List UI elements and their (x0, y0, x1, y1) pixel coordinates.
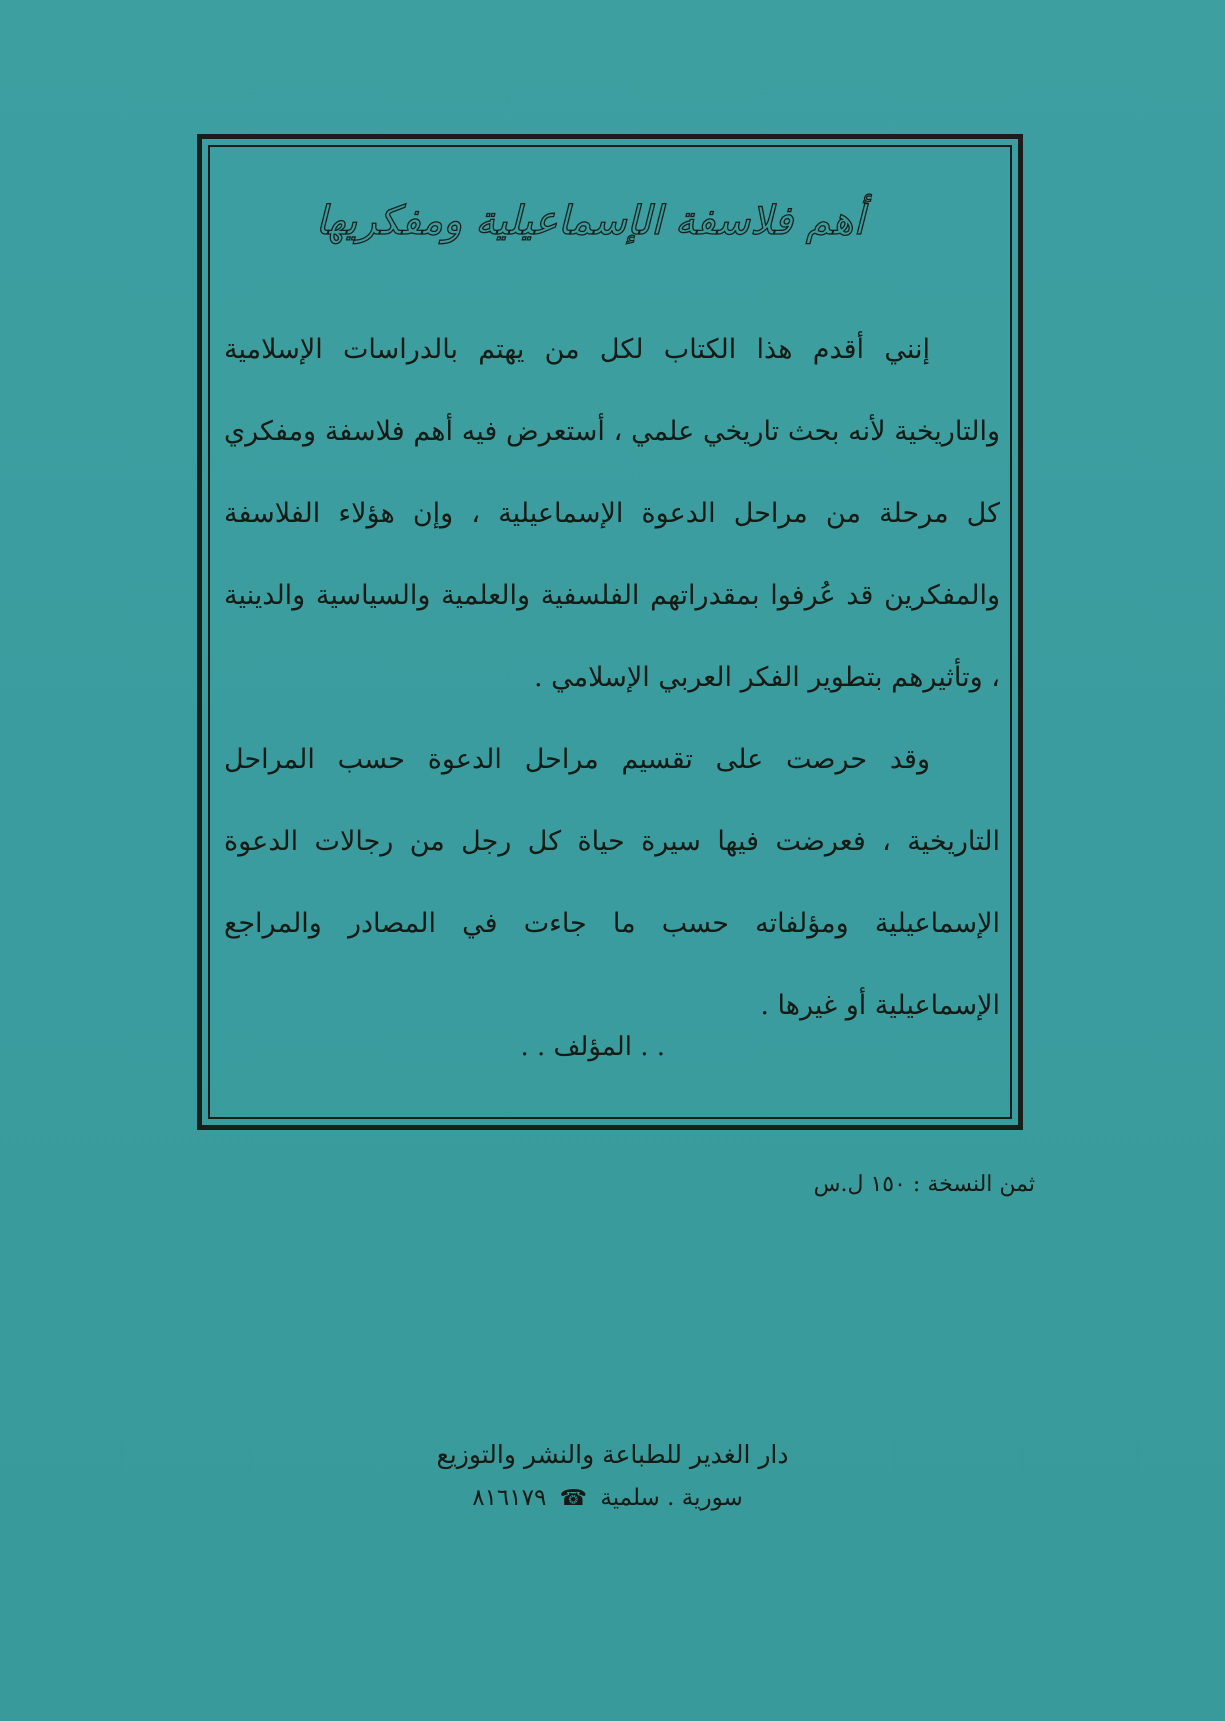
blurb-text (224, 309, 1000, 1047)
publisher-phone: ٨١٦١٧٩ (472, 1485, 547, 1511)
publisher-address: سورية . سلمية (600, 1485, 743, 1511)
author-signature: . . المؤلف . . (520, 1032, 665, 1062)
publisher-name: دار الغدير للطباعة والنشر والتوزيع (436, 1440, 789, 1469)
publisher-block (0, 1432, 1225, 1519)
text-frame (197, 134, 1023, 1130)
book-title-heading: أهم فلاسفة الإسماعيلية ومفكريها (315, 198, 865, 244)
price-label: ثمن النسخة : ١٥٠ ل.س (813, 1172, 1035, 1197)
telephone-icon: ☎ (559, 1486, 588, 1511)
blurb-paragraph-1: إنني أقدم هذا الكتاب لكل من يهتم بالدراسات الإسلامية والتاريخية لأنه بحث تاريخي علمي ، أستعرض فيه أهم فلاسفة ومفكري كل مرحلة من مراحل الدعوة الإسماعيلية ، وإن هؤلاء الفلاسفة والمفكرين قد عُرفوا بمقدراتهم الفلسفية والعلمية والسياسية والدينية ، وتأثيرهم بتطوير الفكر العربي الإسلامي . (224, 334, 1000, 693)
blurb-paragraph-2: وقد حرصت على تقسيم مراحل الدعوة حسب المراحل التاريخية ، فعرضت فيها سيرة حياة كل رجل من رجالات الدعوة الإسماعيلية ومؤلفاته حسب ما جاءت في المصادر والمراجع الإسماعيلية أو غيرها . (224, 744, 1000, 1021)
publisher-contact (0, 1478, 1225, 1519)
